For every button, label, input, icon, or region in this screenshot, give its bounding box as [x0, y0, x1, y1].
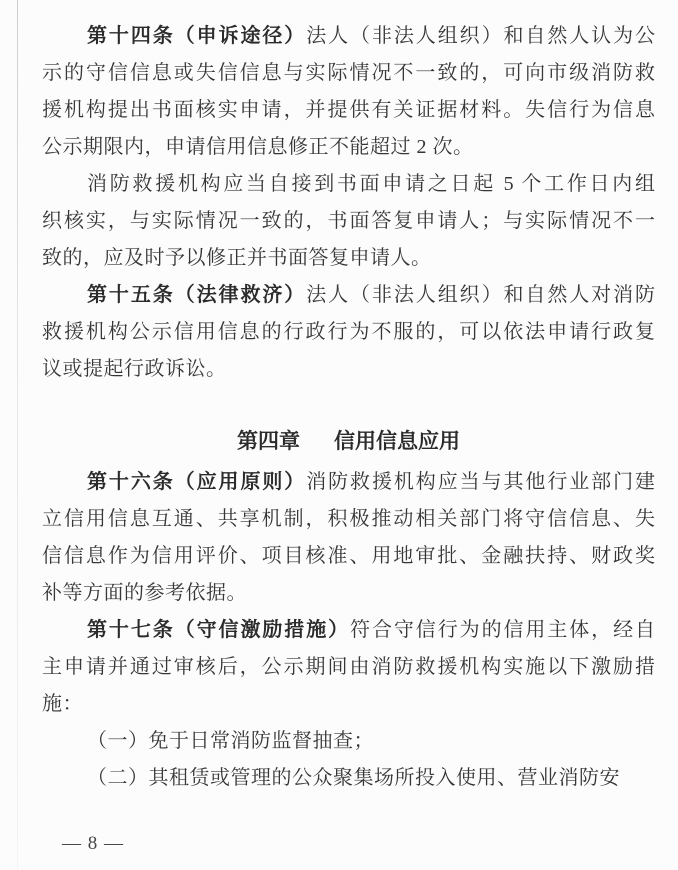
body-text-segment: 法人（非法人组织）和自然人认为公: [306, 25, 655, 47]
text-line: [42, 129, 655, 166]
article-heading-segment: 第十五条（法律救济）: [87, 284, 307, 306]
chapter-title: 信用信息应用: [334, 430, 460, 453]
body-text-segment: 主申请并通过审核后，公示期间由消防救援机构实施以下激励措: [42, 656, 655, 678]
text-line: [42, 760, 655, 797]
body-text-segment: 援机构提出书面核实申请，并提供有关证据材料。失信行为信息: [42, 99, 655, 121]
text-line: [42, 649, 655, 686]
text-line: [42, 538, 655, 575]
article-heading-segment: 第十四条（申诉途径）: [87, 25, 307, 47]
body-text-segment: 法人（非法人组织）和自然人对消防: [306, 284, 655, 306]
body-text-segment: （二）其租赁或管理的公众聚集场所投入使用、营业消防安: [87, 767, 620, 789]
text-line: [42, 723, 655, 760]
page-number: — 8 —: [62, 833, 124, 854]
page-edge-line: [17, 0, 18, 870]
body-text-segment: 补等方面的参考依据。: [42, 582, 247, 604]
body-text-segment: 示的守信信息或失信信息与实际情况不一致的，可向市级消防救: [42, 62, 655, 84]
chapter-heading: [42, 423, 655, 460]
text-line: [42, 18, 655, 55]
text-line: [42, 203, 655, 240]
body-text-segment: 信信息作为信用评价、项目核准、用地审批、金融扶持、财政奖: [42, 545, 655, 567]
text-line: [42, 612, 655, 649]
text-line: [42, 686, 655, 723]
article-heading-segment: 第十六条（应用原则）: [87, 471, 307, 493]
body-text-segment: 消防救援机构应当与其他行业部门建: [306, 471, 655, 493]
body-text-segment: 织核实，与实际情况一致的，书面答复申请人；与实际情况不一: [42, 210, 655, 232]
text-line: [42, 351, 655, 388]
text-line: [42, 575, 655, 612]
document-body: [42, 18, 655, 797]
body-text-segment: 消防救援机构应当自接到书面申请之日起 5 个工作日内组: [87, 173, 655, 195]
body-text-segment: 符合守信行为的信用主体，经自: [350, 619, 655, 641]
text-line: [42, 166, 655, 203]
chapter-number: 第四章: [237, 430, 300, 453]
body-text-segment: 致的，应及时予以修正并书面答复申请人。: [42, 247, 432, 269]
text-line: [42, 240, 655, 277]
text-line: [42, 92, 655, 129]
body-text-segment: 公示期限内，申请信用信息修正不能超过 2 次。: [42, 136, 474, 158]
body-text-segment: 立信用信息互通、共享机制，积极推动相关部门将守信信息、失: [42, 508, 655, 530]
body-text-segment: 救援机构公示信用信息的行政行为不服的，可以依法申请行政复: [42, 321, 655, 343]
text-line: [42, 314, 655, 351]
text-line: [42, 464, 655, 501]
body-text-segment: 施：: [42, 693, 83, 715]
text-line: [42, 277, 655, 314]
text-line: [42, 55, 655, 92]
article-heading-segment: 第十七条（守信激励措施）: [87, 619, 351, 641]
text-line: [42, 501, 655, 538]
body-text-segment: 议或提起行政诉讼。: [42, 358, 227, 380]
body-text-segment: （一）免于日常消防监督抽查；: [87, 730, 374, 752]
